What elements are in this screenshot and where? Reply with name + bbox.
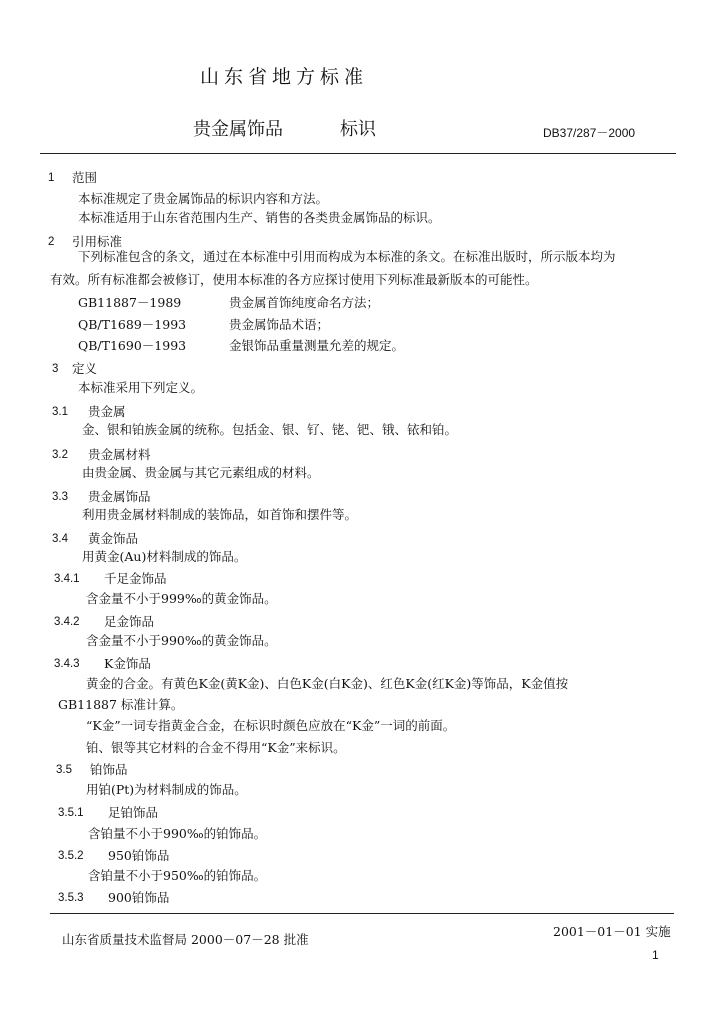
section-title: K金饰品 — [104, 656, 151, 671]
section-number: 2 — [48, 236, 55, 248]
body-text: 黄金的合金。有黄色K金(黄K金)、白色K金(白K金)、红色K金(红K金)等饰品，K金值按 — [86, 676, 569, 691]
section-number: 3.5.1 — [58, 807, 84, 819]
footer-rule — [50, 913, 674, 914]
section-title: 贵金属 — [88, 404, 126, 419]
document-header-title: 山东省地方标准 — [200, 66, 369, 88]
body-text: “K金”一词专指黄金合金，在标识时颜色应放在“K金”一词的前面。 — [86, 718, 456, 733]
section-title: 贵金属材料 — [88, 447, 151, 462]
section-number: 3.5 — [56, 764, 72, 776]
section-title: 950铂饰品 — [108, 848, 170, 863]
section-title: 黄金饰品 — [88, 531, 139, 546]
section-title: 900铂饰品 — [108, 890, 170, 905]
section-number: 3.2 — [52, 449, 68, 461]
body-text: 金、银和铂族金属的统称。包括金、银、钌、铑、钯、锇、铱和铂。 — [82, 422, 458, 437]
section-number: 3.4.2 — [54, 616, 80, 628]
section-title: 铂饰品 — [90, 762, 128, 777]
body-text: 用黄金(Au)材料制成的饰品。 — [82, 549, 247, 564]
section-title: 范围 — [72, 170, 98, 185]
body-text: 利用贵金属材料制成的装饰品，如首饰和摆件等。 — [82, 507, 358, 522]
body-text: 下列标准包含的条文，通过在本标准中引用而构成为本标准的条文。在标准出版时，所示版本均为 — [78, 249, 616, 264]
section-number: 3.1 — [52, 406, 68, 418]
header-rule — [40, 153, 676, 154]
body-text: 含铂量不小于950‰的铂饰品。 — [88, 868, 267, 883]
section-number: 3.4.3 — [54, 658, 80, 670]
body-text: 由贵金属、贵金属与其它元素组成的材料。 — [82, 465, 320, 480]
body-text: GB11887 标准计算。 — [58, 697, 184, 712]
effective-date: 2001－01－01 实施 — [553, 924, 671, 939]
body-text: 有效。所有标准都会被修订，使用本标准的各方应探讨使用下列标准最新版本的可能性。 — [50, 272, 538, 287]
ref-code: QB/T1689－1993 — [78, 317, 187, 332]
body-text: 本标准适用于山东省范围内生产、销售的各类贵金属饰品的标识。 — [78, 210, 441, 225]
approval-line: 山东省质量技术监督局 2000－07－28 批准 — [62, 932, 309, 947]
body-text: 用铂(Pt)为材料制成的饰品。 — [86, 782, 247, 797]
body-text: 铂、银等其它材料的合金不得用“K金”来标识。 — [86, 740, 346, 755]
standard-number: DB37/287－2000 — [543, 126, 636, 140]
document-title-main: 贵金属饰品 — [193, 119, 283, 140]
body-text: 含铂量不小于990‰的铂饰品。 — [88, 826, 267, 841]
document-title-suffix: 标识 — [340, 119, 376, 140]
section-number: 3.5.3 — [58, 892, 84, 904]
ref-name: 贵金属首饰纯度命名方法； — [229, 295, 380, 310]
section-title: 贵金属饰品 — [88, 489, 151, 504]
body-text: 含金量不小于990‰的黄金饰品。 — [86, 633, 277, 648]
section-number: 3.3 — [52, 491, 68, 503]
body-text: 本标准规定了贵金属饰品的标识内容和方法。 — [78, 191, 329, 206]
page-number: 1 — [652, 948, 659, 962]
section-number: 3 — [52, 363, 59, 375]
section-title: 足金饰品 — [104, 614, 155, 629]
section-number: 3.5.2 — [58, 850, 84, 862]
section-title: 引用标准 — [72, 234, 123, 249]
body-text: 含金量不小于999‰的黄金饰品。 — [86, 591, 277, 606]
ref-code: GB11887－1989 — [78, 295, 182, 310]
section-number: 3.4 — [52, 533, 68, 545]
section-number: 3.4.1 — [54, 573, 80, 585]
section-title: 定义 — [72, 361, 98, 376]
ref-code: QB/T1690－1993 — [78, 338, 187, 353]
ref-name: 贵金属饰品术语； — [229, 317, 330, 332]
section-title: 足铂饰品 — [108, 805, 159, 820]
section-title: 千足金饰品 — [104, 571, 167, 586]
section-number: 1 — [48, 172, 55, 184]
body-text: 本标准采用下列定义。 — [78, 380, 204, 395]
ref-name: 金银饰品重量测量允差的规定。 — [229, 338, 405, 353]
